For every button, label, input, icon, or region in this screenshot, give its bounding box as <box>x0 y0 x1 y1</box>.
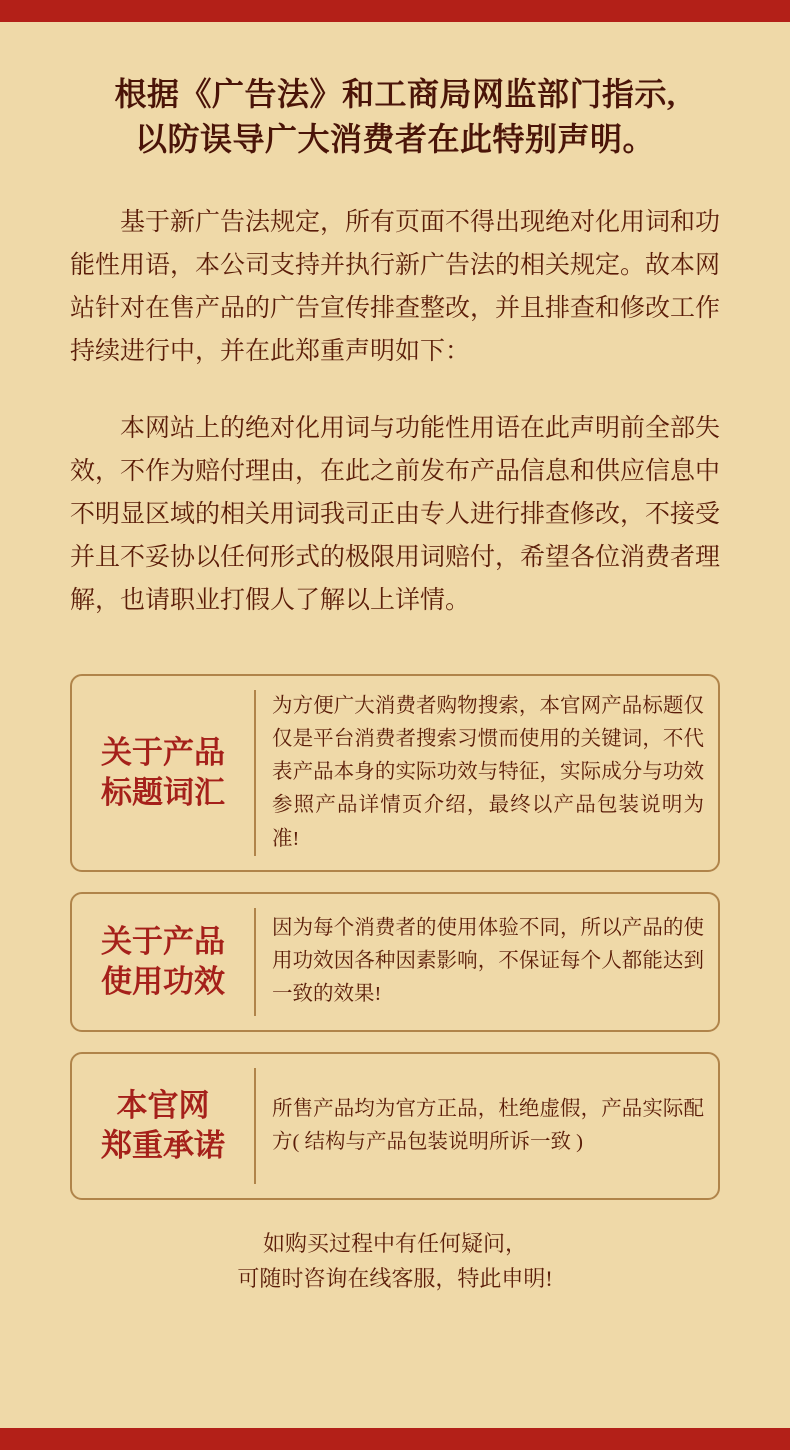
statement-paragraph-1: 基于新广告法规定，所有页面不得出现绝对化用词和功能性用语，本公司支持并执行新广告法的相关规定。故本网站针对在售产品的广告宣传排查整改，并且排查和修改工作持续进行中，并在此郑重声明如下： <box>70 208 721 365</box>
statement-card-list <box>70 674 720 1200</box>
statement-paragraph-2: 本网站上的绝对化用词与功能性用语在此声明前全部失效，不作为赔付理由，在此之前发布产品信息和供应信息中不明显区域的相关用词我司正由专人进行排查修改，不接受并且不妥协以任何形式的极限用词赔付，希望各位消费者理解，也请职业打假人了解以上详情。 <box>70 414 721 614</box>
page-title <box>70 72 720 163</box>
page-title-line-1: 根据《广告法》和工商局网监部门指示, <box>114 76 676 112</box>
statement-card <box>70 1052 720 1200</box>
statement-content <box>0 22 790 1428</box>
card-title-line-1: 本官网 <box>116 1088 210 1124</box>
card-body-text: 所售产品均为官方正品，杜绝虚假，产品实际配方( 结构与产品包装说明所诉一致 ) <box>272 1097 704 1153</box>
footer-line-1: 如购买过程中有任何疑问， <box>262 1230 527 1256</box>
card-title <box>82 690 256 856</box>
card-title-line-2: 标题词汇 <box>101 774 225 810</box>
card-title-line-2: 使用功效 <box>101 963 225 999</box>
bottom-decorative-bar <box>0 1428 790 1450</box>
card-title-line-1: 关于产品 <box>101 735 225 771</box>
card-title <box>82 908 256 1016</box>
page-title-line-2: 以防误导广大消费者在此特别声明。 <box>134 121 655 158</box>
card-body-text: 为方便广大消费者购物搜索，本官网产品标题仅仅是平台消费者搜索习惯而使用的关键词，不代表产品本身的实际功效与特征，实际成分与功效参照产品详情页介绍，最终以产品包装说明为准! <box>272 694 704 850</box>
card-title-line-1: 关于产品 <box>101 924 225 960</box>
footer-line-2: 可随时咨询在线客服，特此申明! <box>237 1266 553 1292</box>
card-title-line-2: 郑重承诺 <box>101 1127 225 1163</box>
statement-card <box>70 892 720 1032</box>
card-body-text: 因为每个消费者的使用体验不同，所以产品的使用功效因各种因素影响，不保证每个人都能达到一致的效果! <box>272 917 704 1006</box>
footer-note <box>70 1226 720 1296</box>
statement-card <box>70 674 720 872</box>
top-decorative-bar <box>0 0 790 22</box>
card-title <box>82 1068 256 1184</box>
